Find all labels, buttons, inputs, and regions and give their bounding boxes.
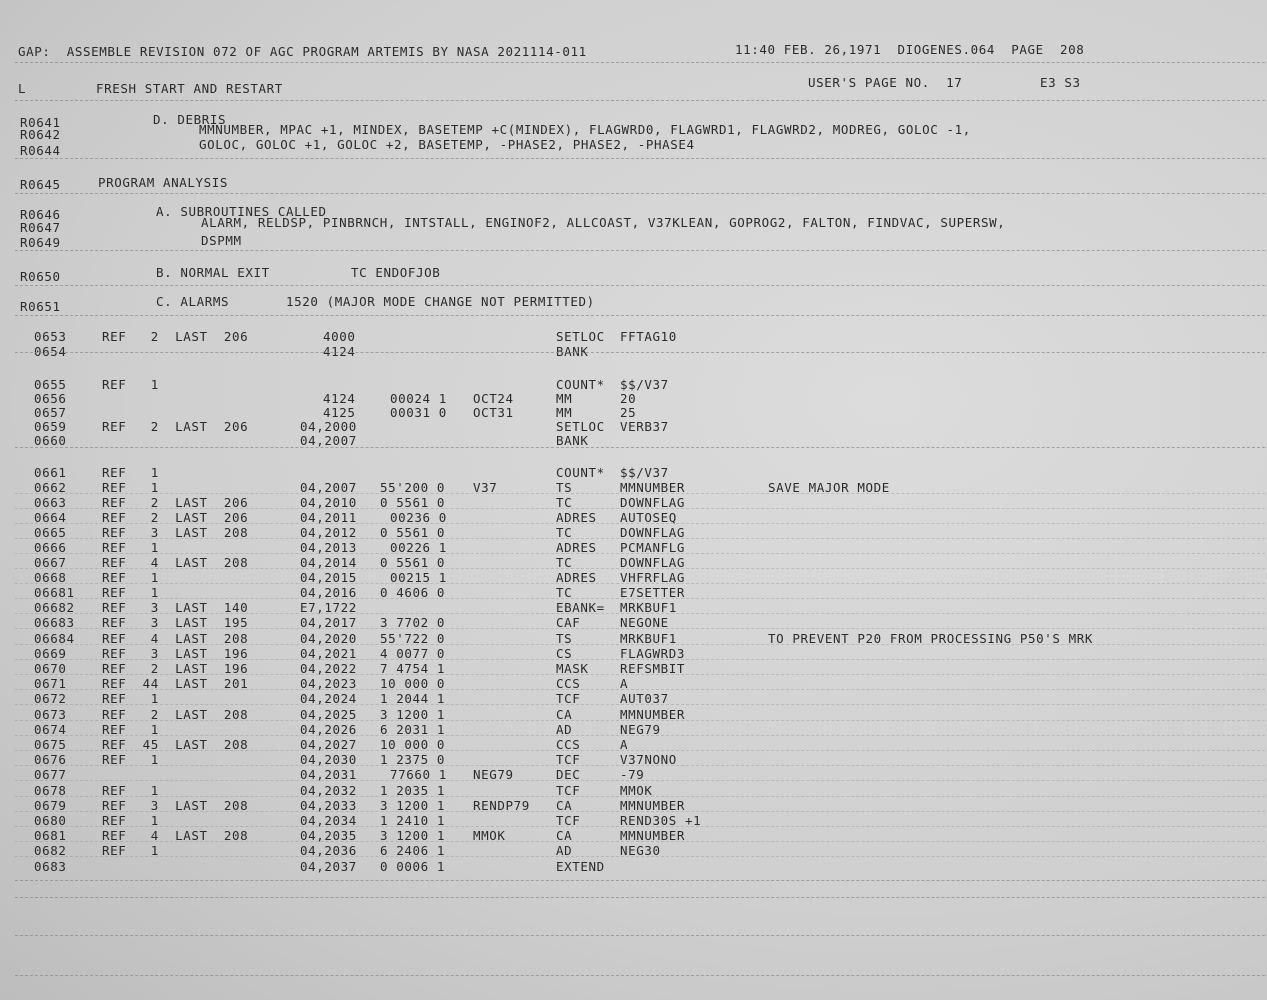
opcode: SETLOC: [556, 329, 605, 344]
operand: REFSMBIT: [620, 661, 686, 676]
operand: PCMANFLG: [620, 540, 686, 555]
opcode: ADRES: [556, 570, 597, 585]
line-number: 0657: [34, 405, 67, 420]
reference-info: REF 2 LAST 206: [102, 495, 249, 510]
line-number: 0674: [34, 722, 67, 737]
reference-info: REF 3 LAST 196: [102, 646, 249, 661]
line-number: 0663: [34, 495, 67, 510]
operand: $$/V37: [620, 465, 669, 480]
address: 4124: [323, 344, 356, 359]
line-number: 0669: [34, 646, 67, 661]
comment-text: B. NORMAL EXIT TC ENDOFJOB: [156, 265, 441, 280]
address: 04,2027: [300, 737, 357, 752]
line-number: 0679: [34, 798, 67, 813]
operand: MMOK: [620, 783, 653, 798]
comment-text: D. DEBRIS: [153, 112, 227, 127]
e3s3-label: E3 S3: [1040, 75, 1081, 90]
operand: 20: [620, 391, 637, 406]
address: 04,2021: [300, 646, 357, 661]
symbol-label: OCT24: [473, 391, 514, 406]
address: 04,2035: [300, 828, 357, 843]
reference-info: REF 2 LAST 206: [102, 329, 249, 344]
machine-code: 6 2031 1: [380, 722, 446, 737]
operand: NEGONE: [620, 615, 669, 630]
reference-info: REF 1: [102, 691, 159, 706]
opcode: ADRES: [556, 510, 597, 525]
symbol-label: NEG79: [473, 767, 514, 782]
opcode: TCF: [556, 783, 581, 798]
operand: MMNUMBER: [620, 707, 686, 722]
symbol-label: V37: [473, 480, 498, 495]
machine-code: 1 2375 0: [380, 752, 446, 767]
reference-info: REF 1: [102, 480, 159, 495]
line-number: 0664: [34, 510, 67, 525]
machine-code: 55'722 0: [380, 631, 446, 646]
reference-info: REF 1: [102, 570, 159, 585]
comment-id: R0647: [20, 220, 61, 235]
line-number: 0654: [34, 344, 67, 359]
users-page-number: USER'S PAGE NO. 17: [808, 75, 963, 90]
reference-info: REF 3 LAST 140: [102, 600, 249, 615]
symbol-label: MMOK: [473, 828, 506, 843]
comment-text: PROGRAM ANALYSIS: [98, 175, 229, 190]
comment-id: R0641: [20, 115, 61, 130]
operand: NEG30: [620, 843, 661, 858]
reference-info: REF 1: [102, 465, 159, 480]
line-number: 0662: [34, 480, 67, 495]
reference-info: REF 4 LAST 208: [102, 828, 249, 843]
operand: AUTOSEQ: [620, 510, 677, 525]
line-number: 0678: [34, 783, 67, 798]
opcode: TCF: [556, 813, 581, 828]
reference-info: REF 4 LAST 208: [102, 555, 249, 570]
opcode: EBANK=: [556, 600, 605, 615]
line-number: 0668: [34, 570, 67, 585]
opcode: DEC: [556, 767, 581, 782]
address: 04,2012: [300, 525, 357, 540]
operand: FLAGWRD3: [620, 646, 686, 661]
operand: NEG79: [620, 722, 661, 737]
reference-info: REF 3 LAST 208: [102, 525, 249, 540]
operand: $$/V37: [620, 377, 669, 392]
comment-text: A. SUBROUTINES CALLED: [156, 204, 327, 219]
operand: VHFRFLAG: [620, 570, 686, 585]
remark: SAVE MAJOR MODE: [768, 480, 890, 495]
address: 4124: [323, 391, 356, 406]
reference-info: REF 1: [102, 540, 159, 555]
address: 04,2015: [300, 570, 357, 585]
line-number: 0666: [34, 540, 67, 555]
address: 04,2013: [300, 540, 357, 555]
line-number: 0670: [34, 661, 67, 676]
line-number: 0665: [34, 525, 67, 540]
address: 4125: [323, 405, 356, 420]
opcode: COUNT*: [556, 377, 605, 392]
comment-text: C. ALARMS 1520 (MAJOR MODE CHANGE NOT PERMITTED): [156, 294, 595, 309]
line-number: 0682: [34, 843, 67, 858]
comment-id: R0644: [20, 143, 61, 158]
machine-code: 3 7702 0: [380, 615, 446, 630]
opcode: BANK: [556, 344, 589, 359]
address: 04,2023: [300, 676, 357, 691]
machine-code: 00236 0: [390, 510, 447, 525]
line-number: 0660: [34, 433, 67, 448]
address: 04,2024: [300, 691, 357, 706]
opcode: SETLOC: [556, 419, 605, 434]
symbol-label: RENDP79: [473, 798, 530, 813]
opcode: CA: [556, 828, 573, 843]
operand: FFTAG10: [620, 329, 677, 344]
reference-info: REF 1: [102, 377, 159, 392]
line-number: 0681: [34, 828, 67, 843]
machine-code: 1 2410 1: [380, 813, 446, 828]
opcode: AD: [556, 843, 573, 858]
opcode: CAF: [556, 615, 581, 630]
machine-code: 7 4754 1: [380, 661, 446, 676]
comment-id: R0645: [20, 177, 61, 192]
comment-id: R0650: [20, 269, 61, 284]
comment-id: R0642: [20, 127, 61, 142]
comment-text: ALARM, RELDSP, PINBRNCH, INTSTALL, ENGINOF2, ALLCOAST, V37KLEAN, GOPROG2, FALTON, FINDVAC, SUPERSW,: [201, 215, 1006, 230]
remark: TO PREVENT P20 FROM PROCESSING P50'S MRK: [768, 631, 1094, 646]
machine-code: 10 000 0: [380, 676, 446, 691]
machine-code: 10 000 0: [380, 737, 446, 752]
address: 04,2031: [300, 767, 357, 782]
line-number: 0653: [34, 329, 67, 344]
machine-code: 1 2044 1: [380, 691, 446, 706]
address: 04,2030: [300, 752, 357, 767]
address: 04,2011: [300, 510, 357, 525]
machine-code: 4 0077 0: [380, 646, 446, 661]
operand: VERB37: [620, 419, 669, 434]
address: 04,2022: [300, 661, 357, 676]
machine-code: 00024 1: [390, 391, 447, 406]
opcode: CA: [556, 798, 573, 813]
operand: V37NONO: [620, 752, 677, 767]
operand: A: [620, 676, 629, 691]
comment-id: R0649: [20, 235, 61, 250]
address: 4000: [323, 329, 356, 344]
comment-id: R0646: [20, 207, 61, 222]
operand: A: [620, 737, 629, 752]
reference-info: REF 1: [102, 752, 159, 767]
machine-code: 00215 1: [390, 570, 447, 585]
line-number: 0673: [34, 707, 67, 722]
machine-code: 3 1200 1: [380, 828, 446, 843]
machine-code: 3 1200 1: [380, 798, 446, 813]
address: 04,2034: [300, 813, 357, 828]
reference-info: REF 1: [102, 813, 159, 828]
line-number: 06684: [34, 631, 75, 646]
line-number: 0667: [34, 555, 67, 570]
address: 04,2025: [300, 707, 357, 722]
reference-info: REF 3 LAST 208: [102, 798, 249, 813]
reference-info: REF 44 LAST 201: [102, 676, 249, 691]
line-number: 0671: [34, 676, 67, 691]
line-number: 0661: [34, 465, 67, 480]
machine-code: 00226 1: [390, 540, 447, 555]
machine-code: 0 5561 0: [380, 555, 446, 570]
opcode: TCF: [556, 752, 581, 767]
operand: DOWNFLAG: [620, 525, 686, 540]
line-number: 0677: [34, 767, 67, 782]
opcode: TCF: [556, 691, 581, 706]
machine-code: 1 2035 1: [380, 783, 446, 798]
operand: MMNUMBER: [620, 798, 686, 813]
operand: REND30S +1: [620, 813, 702, 828]
comment-text: DSPMM: [201, 233, 242, 248]
address: 04,2032: [300, 783, 357, 798]
reference-info: REF 2 LAST 206: [102, 510, 249, 525]
line-number: 06682: [34, 600, 75, 615]
machine-code: 0 4606 0: [380, 585, 446, 600]
machine-code: 0 5561 0: [380, 525, 446, 540]
reference-info: REF 1: [102, 843, 159, 858]
operand: MMNUMBER: [620, 828, 686, 843]
operand: AUT037: [620, 691, 669, 706]
machine-code: 0 5561 0: [380, 495, 446, 510]
machine-code: 6 2406 1: [380, 843, 446, 858]
machine-code: 77660 1: [390, 767, 447, 782]
reference-info: REF 1: [102, 783, 159, 798]
machine-code: 00031 0: [390, 405, 447, 420]
opcode: BANK: [556, 433, 589, 448]
symbol-label: OCT31: [473, 405, 514, 420]
opcode: TC: [556, 525, 573, 540]
line-number: 0655: [34, 377, 67, 392]
reference-info: REF 1: [102, 722, 159, 737]
address: 04,2036: [300, 843, 357, 858]
opcode: MASK: [556, 661, 589, 676]
opcode: CCS: [556, 737, 581, 752]
line-number: 06683: [34, 615, 75, 630]
comment-text: MMNUMBER, MPAC +1, MINDEX, BASETEMP +C(MINDEX), FLAGWRD0, FLAGWRD1, FLAGWRD2, MODREG, GOLOC -1,: [199, 122, 971, 137]
opcode: TC: [556, 585, 573, 600]
address: 04,2000: [300, 419, 357, 434]
reference-info: REF 2 LAST 206: [102, 419, 249, 434]
machine-code: 55'200 0: [380, 480, 446, 495]
reference-info: REF 1: [102, 585, 159, 600]
opcode: TS: [556, 631, 573, 646]
line-number: 06681: [34, 585, 75, 600]
opcode: CA: [556, 707, 573, 722]
line-number: 0676: [34, 752, 67, 767]
opcode: ADRES: [556, 540, 597, 555]
comment-id: R0651: [20, 299, 61, 314]
line-number: 0659: [34, 419, 67, 434]
reference-info: REF 4 LAST 208: [102, 631, 249, 646]
opcode: TC: [556, 555, 573, 570]
operand: MMNUMBER: [620, 480, 686, 495]
line-number: 0672: [34, 691, 67, 706]
section-title: FRESH START AND RESTART: [96, 81, 283, 96]
address: 04,2007: [300, 433, 357, 448]
operand: DOWNFLAG: [620, 555, 686, 570]
timestamp-header: 11:40 FEB. 26,1971 DIOGENES.064 PAGE 208: [735, 42, 1085, 57]
line-number: 0656: [34, 391, 67, 406]
address: 04,2007: [300, 480, 357, 495]
reference-info: REF 45 LAST 208: [102, 737, 249, 752]
reference-info: REF 3 LAST 195: [102, 615, 249, 630]
address: 04,2033: [300, 798, 357, 813]
operand: E7SETTER: [620, 585, 686, 600]
operand: -79: [620, 767, 645, 782]
address: 04,2037: [300, 859, 357, 874]
opcode: CS: [556, 646, 573, 661]
address: 04,2020: [300, 631, 357, 646]
comment-text: GOLOC, GOLOC +1, GOLOC +2, BASETEMP, -PHASE2, PHASE2, -PHASE4: [199, 137, 695, 152]
address: 04,2010: [300, 495, 357, 510]
opcode: MM: [556, 391, 573, 406]
operand: 25: [620, 405, 637, 420]
address: E7,1722: [300, 600, 357, 615]
machine-code: 3 1200 1: [380, 707, 446, 722]
reference-info: REF 2 LAST 208: [102, 707, 249, 722]
opcode: CCS: [556, 676, 581, 691]
opcode: TC: [556, 495, 573, 510]
reference-info: REF 2 LAST 196: [102, 661, 249, 676]
opcode: COUNT*: [556, 465, 605, 480]
section-code: L: [18, 81, 27, 96]
address: 04,2026: [300, 722, 357, 737]
line-number: 0683: [34, 859, 67, 874]
line-number: 0675: [34, 737, 67, 752]
listing-header: GAP: ASSEMBLE REVISION 072 OF AGC PROGRAM ARTEMIS BY NASA 2021114-011: [18, 44, 587, 59]
line-number: 0680: [34, 813, 67, 828]
machine-code: 0 0006 1: [380, 859, 446, 874]
address: 04,2016: [300, 585, 357, 600]
address: 04,2014: [300, 555, 357, 570]
opcode: MM: [556, 405, 573, 420]
opcode: AD: [556, 722, 573, 737]
operand: MRKBUF1: [620, 631, 677, 646]
operand: MRKBUF1: [620, 600, 677, 615]
address: 04,2017: [300, 615, 357, 630]
opcode: TS: [556, 480, 573, 495]
operand: DOWNFLAG: [620, 495, 686, 510]
opcode: EXTEND: [556, 859, 605, 874]
